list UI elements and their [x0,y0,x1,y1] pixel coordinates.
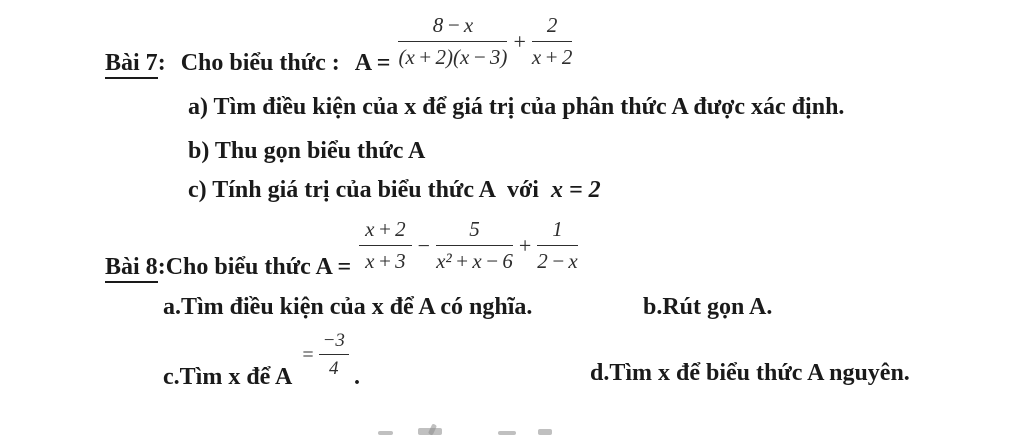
bai7-label [105,48,166,78]
bai8-item-c-frac-denominator: 4 [329,358,339,380]
bai8-item-c-frac-numerator: −3 [319,328,349,355]
bai7-plus-operator: + [513,28,526,54]
bai8-plus-operator: + [518,232,532,258]
bai7-formula [398,12,572,72]
bai8-intro: Cho biểu thức A = [165,253,352,280]
bai8-fraction-3 [537,216,578,276]
bai8-item-c-equals: = [302,343,314,366]
bai8-item-c-period: . [353,364,360,391]
bai8-formula [359,216,578,276]
bai7-frac2-denominator: x + 2 [531,44,573,69]
bai7-lhs: A = [354,49,391,76]
bai8-item-d: d.Tìm x để biểu thức A nguyên. [590,360,910,386]
bai8-item-c-equation [302,328,349,382]
bai7-frac2-numerator: 2 [532,12,573,42]
bai8-item-c-text: c.Tìm x để A [163,364,293,391]
bai7-item-b: b) Thu gọn biểu thức A [188,138,426,164]
bai7-item-a: a) Tìm điều kiện của x để giá trị của phân thức A được xác định. [188,94,845,120]
bai8-minus-operator: − [417,232,431,258]
bai8-item-c [163,330,360,392]
cutoff-text-artifact [378,427,568,435]
bai7-heading-row [105,13,573,78]
bai7-frac1-numerator: 8 − x [398,12,507,42]
bai7-label-text: Bài 7 [105,50,158,79]
bai7-label-colon: : [157,49,166,76]
bai8-item-c-fraction [319,328,349,382]
bai8-frac2-denominator: x² + x − 6 [436,248,513,273]
bai8-item-b: b.Rút gọn A. [643,294,773,320]
bai7-item-c-text: c) Tính giá trị của biểu thức A [188,177,496,203]
bai8-frac3-numerator: 1 [537,216,578,246]
bai7-item-c-equation: x = 2 [550,177,601,203]
bai8-label-colon: : [157,253,166,280]
bai8-frac3-denominator: 2 − x [537,248,578,273]
bai7-fraction-2 [532,12,573,72]
bai8-heading-row [105,217,578,282]
bai8-fraction-2 [436,216,513,276]
bai8-label-text: Bài 8 [105,254,158,283]
bai8-frac1-numerator: x + 2 [359,216,412,246]
bai7-frac1-denominator: (x + 2)(x − 3) [398,44,508,69]
bai7-item-c-voi: với [506,177,539,203]
bai8-fraction-1 [359,216,412,276]
bai7-fraction-1 [398,12,507,72]
bai8-label [105,252,166,282]
bai8-frac1-denominator: x + 3 [365,248,406,273]
bai8-frac2-numerator: 5 [436,216,513,246]
bai8-item-a: a.Tìm điều kiện của x để A có nghĩa. [163,294,533,320]
bai7-item-c [188,175,601,205]
bai7-intro: Cho biểu thức : [180,49,340,76]
